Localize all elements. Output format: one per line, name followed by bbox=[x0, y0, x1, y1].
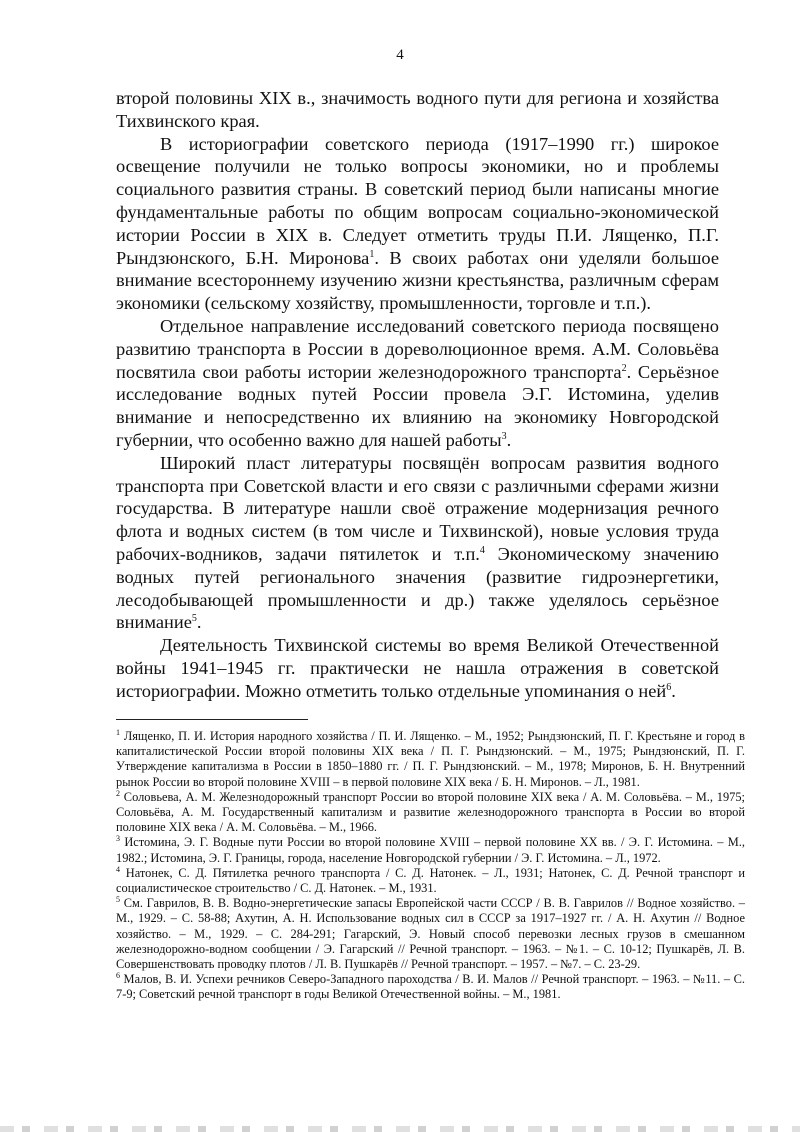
footnote-ref[interactable]: 5 bbox=[191, 613, 197, 625]
footnote-number: 5 bbox=[116, 895, 120, 905]
paragraph bbox=[116, 315, 719, 452]
paragraph-text: . bbox=[671, 680, 676, 701]
footnote bbox=[116, 729, 745, 790]
footnote-text: Натонек, С. Д. Пятилетка речного транспорта / С. Д. Натонек. – Л., 1931; Натонек, С. Д. Речной транспорт и социалистическое строительство / С. Д. Натонек. – М., 1931. bbox=[116, 865, 745, 896]
paragraph-text: Отдельное направление исследований советского периода посвящено развитию транспорта в России в дореволюционное время. А.М. Соловьёва посвятила свои работы истории железнодорожного транспорта bbox=[116, 315, 719, 382]
footnote bbox=[116, 835, 745, 865]
footnote-text: Малов, В. И. Успехи речников Северо-Западного пароходства / В. И. Малов // Речной транспорт. – 1963. – №11. – С. 7-9; Советский речной транспорт в годы Великой Отечественной войны. – М., 1981. bbox=[116, 972, 745, 1002]
paragraph-text: . Серьёзное исследование водных путей России провела Э.Г. Истомина, уделив внимание и непосредственно их влиянию на экономику Новгородской губернии, что особенно важно для нашей работы bbox=[116, 361, 719, 450]
footnote-separator bbox=[116, 719, 308, 720]
paragraph-text: . bbox=[506, 429, 512, 450]
paragraph-text: В историографии советского периода (1917–1990 гг.) широкое освещение получили не только вопросы экономики, но и проблемы социального развития страны. В советский период были написаны многие фундаментальные работы по общим вопросам социально-экономической истории России в XIX в. Следует отметить труды П.И. Лященко, П.Г. Рындзюнского, Б.Н. Миронова bbox=[116, 133, 719, 268]
footnote-number: 6 bbox=[116, 971, 120, 981]
paragraph-text: Деятельность Тихвинской системы во время Великой Отечественной войны 1941–1945 гг. практически не нашла отражения в советской историографии. Можно отметить только отдельные упоминания о ней bbox=[116, 635, 719, 701]
paragraph bbox=[116, 87, 719, 133]
footnote-ref[interactable]: 1 bbox=[369, 248, 375, 260]
page-number: 4 bbox=[396, 47, 404, 63]
paragraph bbox=[116, 634, 719, 702]
footnote-text: Истомина, Э. Г. Водные пути России во второй половине XVIII – первой половине XX вв. / Э. Г. Истомина. – М., 1982.; Истомина, Э. Г. Границы, города, население Новгородской губернии / Э. Г. Истомина. – Л., 1972. bbox=[116, 835, 745, 865]
footnote-text: Соловьева, А. М. Железнодорожный транспорт России во второй половине XIX века / А. М. Соловьёва. – М., 1975; Соловьёва, А. М. Государственный капитализм и развитие железнодорожного транспорта в России во второй половине XIX века / А. М. Соловьёва. – М., 1966. bbox=[116, 789, 745, 835]
footnote-number: 3 bbox=[116, 834, 120, 844]
footnote bbox=[116, 972, 745, 1002]
footnote-ref[interactable]: 2 bbox=[621, 362, 627, 374]
paragraph-text: Экономическому значению водных путей регионального значения (развитие гидроэнергетики, лесодобывающей промышленности и др.) также уделялось серьёзное внимание bbox=[116, 543, 719, 633]
footnote-number: 4 bbox=[116, 864, 120, 874]
paragraph bbox=[116, 133, 719, 315]
footnote-ref[interactable]: 6 bbox=[666, 681, 672, 693]
footnote-number: 1 bbox=[116, 727, 120, 737]
footnotes bbox=[116, 729, 745, 1003]
footnote bbox=[116, 896, 745, 972]
paragraph bbox=[116, 452, 719, 634]
scan-edge-artifact bbox=[0, 1126, 800, 1132]
footnote-ref[interactable]: 3 bbox=[501, 430, 507, 442]
footnote bbox=[116, 866, 745, 896]
footnote bbox=[116, 790, 745, 836]
paragraph-text: . В своих работах они уделяли большое внимание всестороннему изучению жизни крестьянства, различным сферам экономики (сельскому хозяйству, промышленности, торговле и т.п.). bbox=[116, 247, 719, 314]
paragraph-text: второй половины XIX в., значимость водного пути для региона и хозяйства Тихвинского края. bbox=[116, 88, 719, 131]
main-text bbox=[116, 87, 719, 703]
footnote-number: 2 bbox=[116, 788, 120, 798]
paragraph-text: . bbox=[196, 612, 202, 633]
footnote-text: Лященко, П. И. История народного хозяйства / П. И. Лященко. – М., 1952; Рындзюнский, П. Г. Крестьяне и город в капиталистической России второй половины XIX века / П. Г. Рындзюнский. – М., 1975; Рындзюнский, П. Г. Утверждение капитализма в России в 1850–1880 гг. / П. Г. Рындзюнский. – М., 1978; Миронов, Б. Н. Внутренний рынок России во второй половине XVIII – в первой половине XIX века / Б. Н. Миронов. – Л., 1981. bbox=[116, 729, 745, 789]
footnote-text: См. Гаврилов, В. В. Водно-энергетические запасы Европейской части СССР / В. В. Гаврилов // Водное хозяйство. – М., 1929. – С. 58-88; Ахутин, А. Н. Использование водных сил в СССР за 1917–1927 гг. / А. Н. Ахутин // Водное хозяйство. – М., 1929. – С. 284-291; Гагарский, Э. Новый способ перевозки лесных грузов в смешанном железнодорожно-водном сообщении / Э. Гагарский // Речной транспорт. – 1963. – №1. – С. 10-12; Пушкарёв, Л. В. Совершенствовать проводку плотов / Л. В. Пушкарёв // Речной транспорт. – 1957. – №7. – С. 23-29. bbox=[116, 896, 745, 972]
footnote-ref[interactable]: 4 bbox=[479, 544, 485, 556]
paragraph-text: Широкий пласт литературы посвящён вопросам развития водного транспорта при Советской власти и его связи с различными сферами жизни государства. В литературе нашли своё отражение модернизация речного флота и водных систем (в том числе и Тихвинской), новые условия труда рабочих-водников, задачи пятилеток и т.п. bbox=[116, 452, 719, 564]
